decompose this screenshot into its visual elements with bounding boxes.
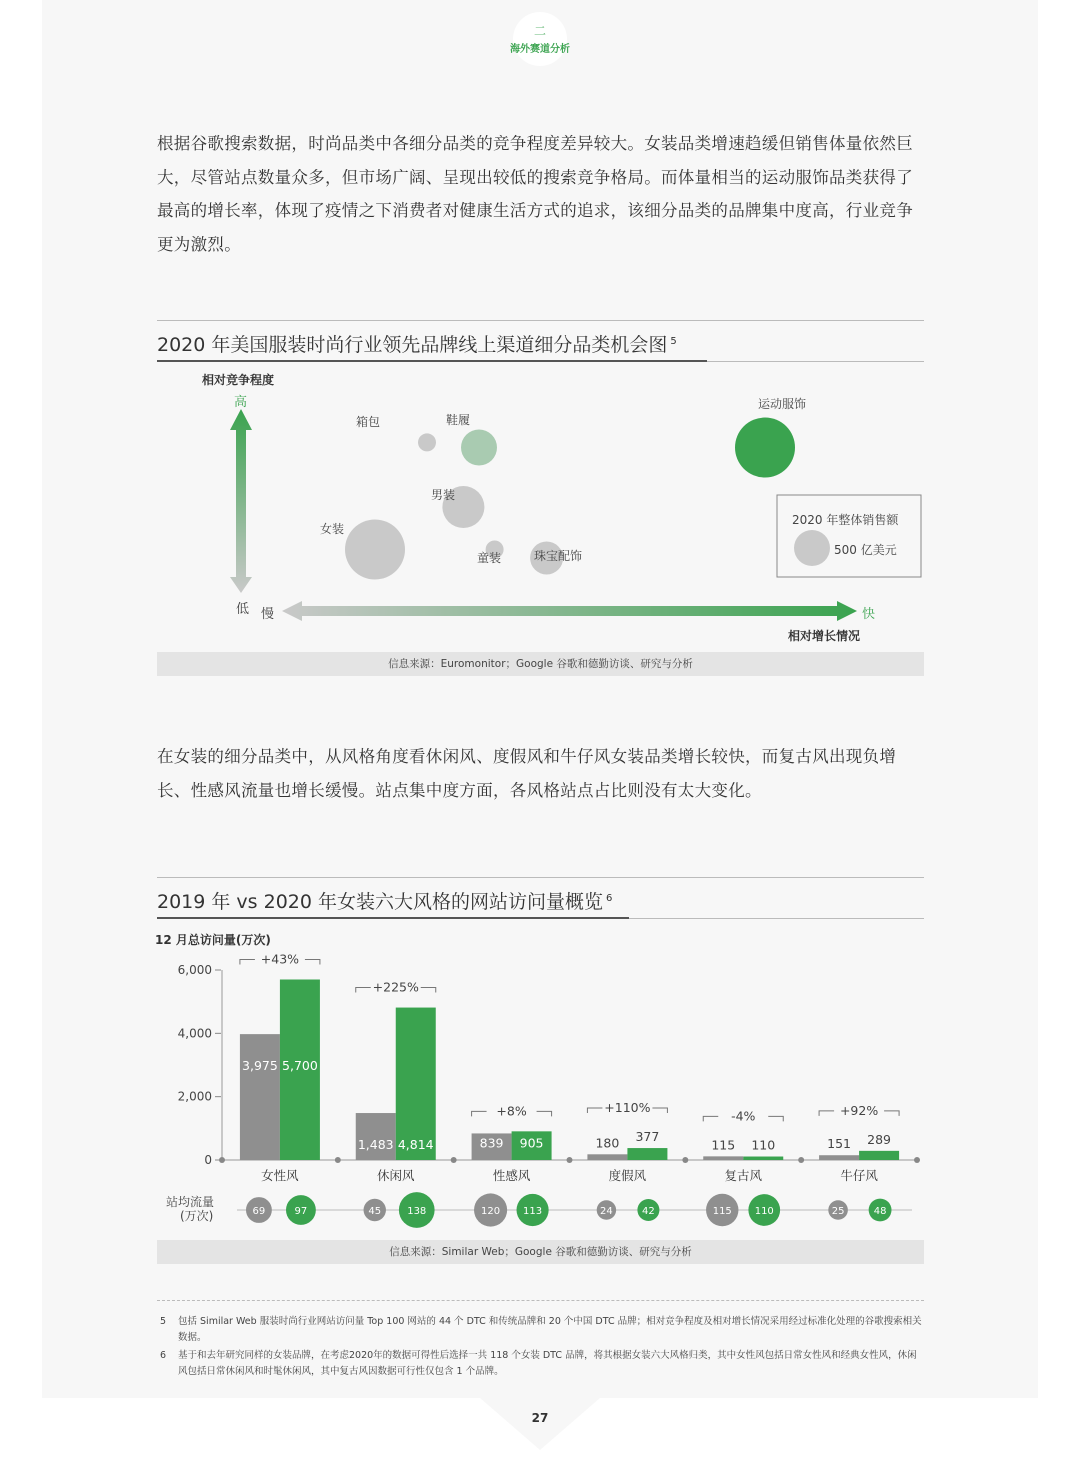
x-axis-dot (335, 1157, 341, 1163)
x-axis-dot (914, 1157, 920, 1163)
site-traffic-2020-label: 42 (642, 1206, 655, 1217)
womenswear-paragraph: 在女装的细分品类中，从风格角度看休闲风、度假风和牛仔风女装品类增长较快，而复古风出现负增长、性感风流量也增长缓慢。站点集中度方面，各风格站点占比则没有太大变化。 (157, 747, 897, 800)
chart2-title-underline (157, 917, 629, 919)
chart1-title-underline (157, 360, 707, 362)
chart1-source: 信息来源：Euromonitor；Google 谷歌和德勤访谈、研究与分析 (157, 652, 924, 676)
site-traffic-2019-label: 45 (368, 1206, 382, 1217)
bubble-label-sportswear: 运动服饰 (758, 397, 807, 411)
value-label-2019: 3,975 (242, 1058, 278, 1074)
site-traffic-2020-label: 97 (294, 1206, 308, 1217)
bubble-4 (345, 520, 405, 580)
y-tick-label: 2,000 (177, 1089, 212, 1104)
x-axis-dot (219, 1157, 225, 1163)
value-label-2019: 1,483 (357, 1137, 394, 1153)
bubble-label-menswear: 男装 (431, 488, 456, 502)
y-axis-low: 低 (236, 602, 250, 617)
chart2-top-rule (157, 877, 924, 878)
section-badge (513, 12, 567, 66)
site-traffic-2020-label: 138 (407, 1206, 427, 1217)
category-label: 牛仔风 (840, 1168, 878, 1183)
site-traffic-2019-label: 69 (252, 1206, 266, 1217)
x-axis-dot (682, 1157, 688, 1163)
growth-label: +43% (260, 951, 300, 967)
category-label: 性感风 (492, 1168, 531, 1183)
site-traffic-2020-label: 48 (873, 1206, 887, 1217)
category-label: 复古风 (724, 1168, 763, 1183)
growth-label: +92% (839, 1102, 879, 1118)
bubble-label-kidswear: 童装 (477, 551, 502, 565)
x-axis-fast: 快 (862, 607, 876, 622)
value-label-2019: 839 (479, 1135, 504, 1151)
section-number: 二 (533, 24, 546, 38)
bar-2019 (240, 1034, 280, 1160)
y-tick-label: 6,000 (177, 963, 212, 977)
chart1-title: 2020 年美国服装时尚行业领先品牌线上渠道细分品类机会图 $^5$ (157, 334, 677, 356)
chart1-top-rule (157, 320, 924, 321)
footnote-divider (157, 1300, 924, 1301)
value-label-2020: 4,814 (397, 1137, 434, 1153)
value-label-2020: 110 (751, 1137, 776, 1153)
value-label-2020: 5,700 (282, 1058, 318, 1074)
value-label-2019: 180 (595, 1135, 620, 1151)
bubble-label-jewelry: 珠宝配饰 (534, 549, 583, 563)
legend-bubble (794, 530, 830, 566)
value-label-2019: 115 (711, 1137, 736, 1153)
growth-label: +225% (372, 979, 419, 995)
value-label-2020: 377 (635, 1129, 660, 1145)
category-label: 女性风 (261, 1168, 299, 1183)
footnote-6: 6 基于和去年研究同样的女装品牌，在考虑2020年的数据可得性后选择一共 118 个女装 DTC 品牌，将其根据女装六大风格归类，其中女性风包括日常女性风和经典女性风，休闲风包括日常休闲风和时髦休闲风，其中复古风因数据可行性仅包含 1 个品牌。 (160, 1350, 917, 1377)
value-label-2020: 289 (867, 1131, 892, 1147)
y-axis-high: 高 (234, 395, 248, 410)
bubble-1 (461, 430, 497, 466)
site-traffic-2020-label: 113 (523, 1206, 543, 1217)
intro-paragraph: 根据谷歌搜索数据，时尚品类中各细分品类的竞争程度差异较大。女装品类增速趋缓但销售体量依然巨大，尽管站点数量众多，但市场广阔、呈现出较低的搜索竞争格局。而体量相当的运动服饰品类获得了最高的增长率，体现了疫情之下消费者对健康生活方式的追求，该细分品类的品牌集中度高，行业竞争更为激烈。 (157, 134, 913, 254)
footnote-5: 5 包括 Similar Web 服装时尚行业网站访问量 Top 100 网站的 44 个 DTC 和传统品牌和 20 个中国 DTC 品牌；相对竞争程度及相对增长情况采用经过标准化处理的谷歌搜索相关数据。 (160, 1316, 922, 1343)
bubble-label-shoes: 鞋履 (446, 413, 471, 427)
x-axis-slow: 慢 (261, 607, 275, 622)
site-traffic-2020-label: 110 (754, 1206, 774, 1217)
site-traffic-2019-label: 120 (481, 1206, 501, 1217)
category-label: 度假风 (608, 1168, 647, 1183)
legend-item-label: 500 亿美元 (834, 543, 897, 557)
bar-2019 (587, 1154, 627, 1160)
site-traffic-2019-label: 115 (712, 1206, 732, 1217)
category-label: 休闲风 (376, 1168, 415, 1183)
bar-chart (157, 945, 924, 1235)
bubble-label-womenswear: 女装 (320, 522, 345, 536)
y-axis-arrow (230, 409, 252, 593)
section-title: 海外赛道分析 (510, 44, 570, 55)
y-tick-label: 0 (204, 1153, 212, 1167)
growth-label: +8% (496, 1103, 527, 1119)
bar-2019 (819, 1155, 859, 1160)
bubble-2 (735, 418, 795, 478)
x-axis-title: 相对增长情况 (788, 629, 861, 643)
bar-2020 (859, 1151, 899, 1160)
value-label-2020: 905 (519, 1135, 544, 1151)
site-traffic-2019-label: 24 (600, 1206, 613, 1217)
x-axis-dot (567, 1157, 573, 1163)
y-tick-label: 4,000 (177, 1026, 212, 1041)
chart2-source: 信息来源：Similar Web；Google 谷歌和德勤访谈、研究与分析 (157, 1240, 924, 1264)
x-axis-arrow (282, 601, 857, 621)
bubble-0 (418, 433, 436, 451)
growth-label: +110% (604, 1100, 651, 1116)
growth-label: -4% (731, 1108, 756, 1124)
bubble-label-bags: 箱包 (356, 415, 381, 429)
y-axis-title: 相对竞争程度 (202, 373, 275, 387)
x-axis-dot (798, 1157, 804, 1163)
value-label-2019: 151 (827, 1136, 852, 1152)
bar-2019 (703, 1156, 743, 1160)
x-axis-dot (451, 1157, 457, 1163)
site-traffic-label: 站均流量 (万次) (166, 1195, 215, 1223)
bar-2020 (627, 1148, 667, 1160)
page-number: 27 (531, 1411, 549, 1425)
chart2-title: 2019 年 vs 2020 年女装六大风格的网站访问量概览 $^6$ (157, 891, 613, 913)
bar-2020 (743, 1157, 783, 1160)
bar-y-axis-title: 12 月总访问量(万次) (155, 933, 271, 947)
legend-title: 2020 年整体销售额 (792, 513, 899, 527)
site-traffic-2019-label: 25 (831, 1206, 845, 1217)
